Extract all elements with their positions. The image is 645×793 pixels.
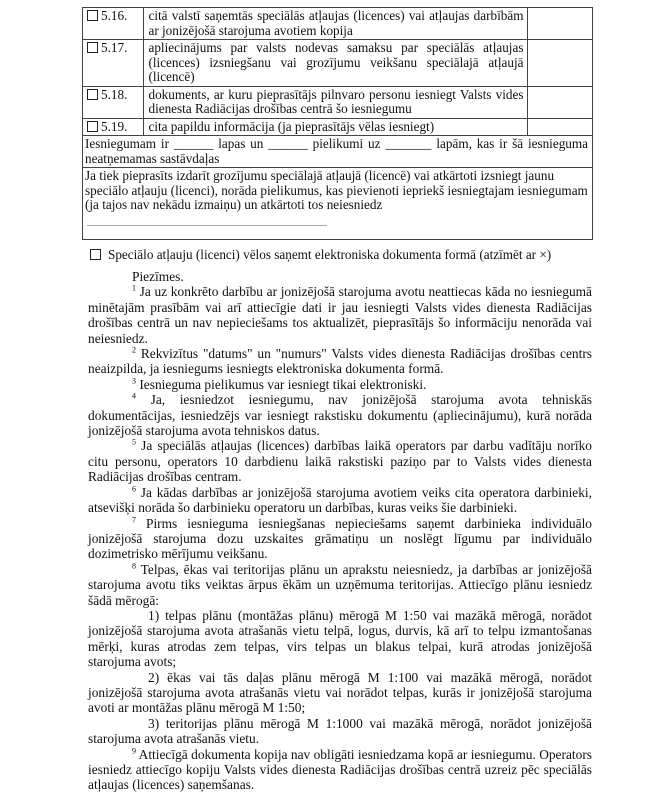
notes-section [88,269,592,793]
attachments-table-wrapper [82,7,593,240]
note [88,346,592,377]
footnote-number: 1 [132,283,136,293]
row-number: 5.17. [101,40,128,55]
row-number: 5.19. [101,118,128,134]
row-text: dokuments, ar kuru pieprasītājs pilnvaro personu iesniegt Valsts vides dienesta Radiācijas drošības centrā šo iesniegumu [144,86,528,118]
checkbox[interactable] [87,121,98,132]
signature-line[interactable] [87,225,327,226]
row-blank-cell [528,8,593,40]
note-text: Rekvizītus "datums" un "numurs" Valsts vides dienesta Radiācijas drošības centrs neaizpilda, ja iesniegums iesniegts elektroniska dokumenta formā. [88,346,592,377]
note [88,438,592,484]
row-text: apliecinājums par valsts nodevas samaksu par speciālās atļaujas (licences) izsniegšanu vai grozījumu veikšanu speciālajā atļaujā (licencē) [144,40,528,87]
note [88,377,592,392]
row-text: cita papildu informācija (ja pieprasītājs vēlas iesniegt) [144,118,528,136]
note-subitem: 1) telpas plānu (montāžas plānu) mērogā M 1:50 vai mazākā mērogā, norādot jonizējošā starojuma avota atrašanās vietu telpā, logus, durvis, kā arī to telpu izmantošanas mērķi, kuras atrodas zem telpas, virs telpas un blakus telpai, kurā atrodas jonizējošā starojuma avots; [88,607,592,670]
pages-count-text: Iesniegumam ir ______ lapas un ______ pielikumi uz _______ lapām, kas ir šā iesnieguma neatņemamas sastāvdaļas [83,136,593,168]
note-text: Ja kādas darbības ar jonizējošā starojuma avotiem veiks cita operatora darbinieki, atsevišķi norāda šo darbinieku operatoru un darbības, kuras veiks šie darbinieki. [88,484,592,516]
note [88,392,592,438]
footnote-number: 2 [132,345,136,355]
note [88,485,592,516]
notes-title: Piezīmes. [132,269,184,284]
amendment-text: Ja tiek pieprasīts izdarīt grozījumu speciālajā atļaujā (licencē) vai atkārtoti izsniegt jaunu speciālo atļauju (licenci), norāda pielikumus, kas pievienoti iepriekš iesniegtajam iesniegumam (ja tajos nav nekādu izmaiņu) un atkārtoti tos neiesniedz [85,168,588,212]
footnote-number: 6 [132,484,136,494]
table-row [83,118,593,136]
note [88,747,592,793]
note [88,562,592,608]
note-text: Ja, iesniedzot iesniegumu, nav jonizējošā starojuma avota tehniskās dokumentācijas, iesniedzējs var iesniegt rakstisku dokumentu (apliecinājumu), kurā norāda jonizējošā starojuma avota tehniskos datus. [88,392,592,439]
note-subitem: 2) ēkas vai tās daļas plānu mērogā M 1:100 vai mazākā mērogā, norādot jonizējošā starojuma avota atrašanās vietu vai norādot telpas, kurās ir jonizējošā starojuma avoti ar montāžas plānu mērogā M 1:50; [88,669,592,716]
row-number: 5.16. [101,8,128,23]
amendment-row [83,168,593,240]
attachments-table [82,7,593,240]
row-text: citā valstī saņemtās speciālās atļaujas (licences) vai atļaujas darbībām ar jonizējošā starojuma avotiem kopija [144,8,528,40]
note-text: Ja uz konkrēto darbību ar jonizējošā starojuma avotu neattiecas kāda no iesniegumā minētajām prasībām vai arī attiecīgie dati ir jau iesniegti Valsts vides dienesta Radiācijas drošības centrā un nav nepieciešams tos aktualizēt, pieprasītājs šo informāciju nenorāda vai neiesniedz. [88,284,592,346]
note [88,284,592,346]
electronic-document-checkbox[interactable] [90,249,101,260]
footnote-number: 3 [132,376,136,386]
footnote-number: 9 [132,746,136,756]
footnote-number: 5 [132,438,136,447]
pages-count-row [83,136,593,168]
note-text: Attiecīgā dokumenta kopija nav obligāti iesniedzama kopā ar iesniegumu. Operators iesniedz attiecīgo kopiju Valsts vides dienesta Radiācijas drošības centrā uzreiz pēc speciālās atļaujas (licences) saņemšanas. [88,746,592,793]
checkbox[interactable] [87,89,98,100]
table-row [83,40,593,87]
electronic-document-option [90,247,551,263]
note-text: Ja speciālās atļaujas (licences) darbības laikā operators par darbu vadītāju norīko citu personu, operators 10 darbdienu laikā rakstiski paziņo par to Valsts vides dienesta Radiācijas drošības centram. [88,438,592,485]
electronic-document-label: Speciālo atļauju (licenci) vēlos saņemt elektroniska dokumenta formā (atzīmēt ar ×) [108,247,552,262]
note [88,516,592,562]
note-text: Iesnieguma pielikumus var iesniegt tikai elektroniski. [136,376,427,392]
table-row [83,8,593,40]
footnote-number: 8 [132,561,136,571]
footnote-number: 4 [132,391,136,401]
footnote-number: 7 [132,515,136,525]
checkbox[interactable] [87,42,98,53]
table-row [83,86,593,118]
row-blank-cell [528,118,593,136]
note-text: Pirms iesnieguma iesniegšanas nepieciešams saņemt darbinieka individuālo jonizējošā starojuma dozu uzskaites grāmatiņu un noslēgt līgumu par individuālo dozimetrisko mērījumu veikšanu. [88,515,592,562]
checkbox[interactable] [87,10,98,21]
row-number: 5.18. [101,86,128,102]
note-subitem: 3) teritorijas plānu mērogā M 1:1000 vai mazākā mērogā, norādot jonizējošā starojuma avota atrašanās vietu. [88,715,592,747]
row-blank-cell [528,40,593,87]
note-text: Telpas, ēkas vai teritorijas plānu un aprakstu neiesniedz, ja darbības ar jonizējošā starojuma avotu tiks veiktas ārpus ēkām un uzņēmuma teritorijas. Attiecīgo plānu iesniedz šādā mērogā: [88,561,592,608]
row-blank-cell [528,86,593,118]
